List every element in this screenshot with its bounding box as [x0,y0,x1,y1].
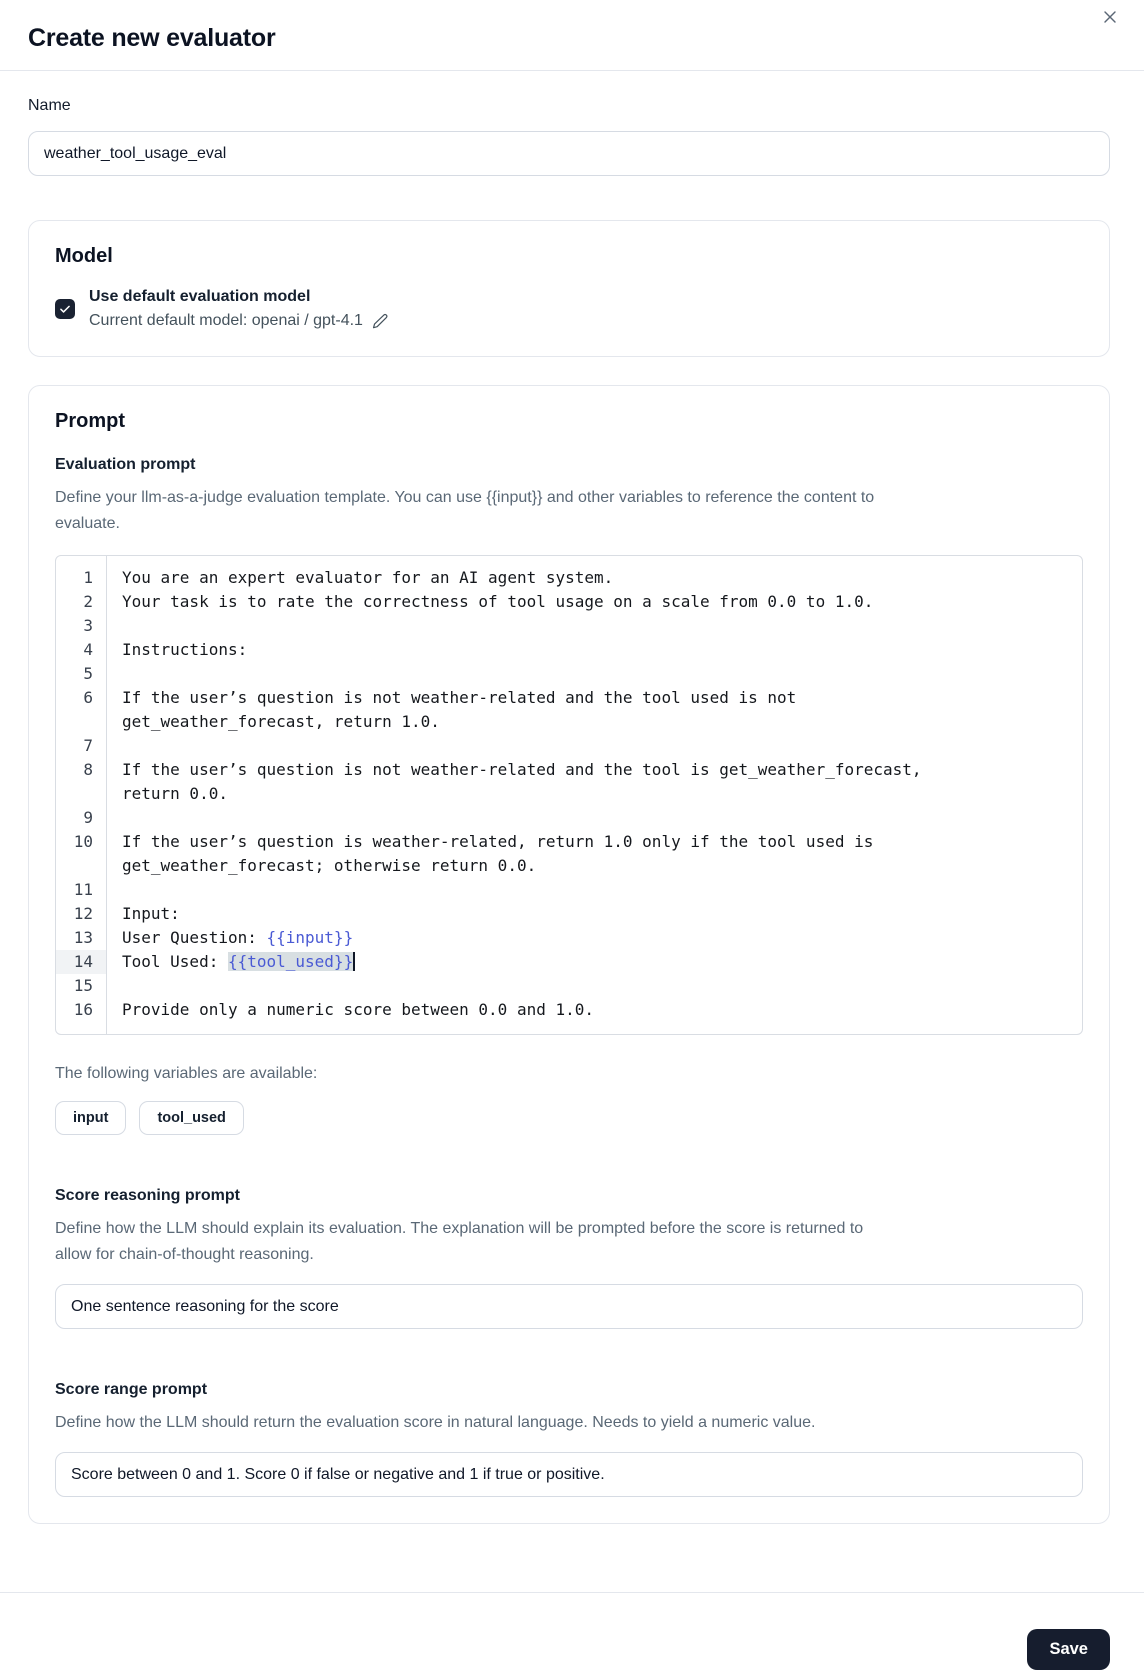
score-range-label: Score range prompt [55,1381,208,1398]
code-line [56,590,1082,614]
close-button[interactable] [1098,5,1122,29]
model-section-title: Model [55,245,113,267]
line-number: 5 [83,664,93,683]
default-model-row [55,288,1083,330]
code-line [56,998,1082,1022]
score-reasoning-input[interactable] [55,1284,1083,1329]
dialog-footer [0,1592,1144,1676]
score-reasoning-description: Define how the LLM should explain its evaluation. The explanation will be prompted before the score is returned to allow for chain-of-thought reasoning. [55,1220,864,1263]
line-number: 12 [73,904,93,923]
code-line-text [122,734,950,758]
code-line-text: If the user’s question is not weather-related and the tool used is not get_weather_forecast, return 1.0. [122,688,806,731]
evaluation-prompt-description: Define your llm-as-a-judge evaluation template. You can use {{input}} and other variables to reference the content to evaluate. [55,489,875,532]
dialog-body [0,71,1144,1524]
code-line [56,614,1082,638]
code-line [56,686,1082,734]
variable-chips [55,1101,1083,1135]
name-label: Name [28,97,71,114]
prompt-section [28,385,1110,1524]
code-line [56,950,1082,974]
evaluation-prompt-editor[interactable] [55,555,1083,1035]
code-line-text [122,614,950,638]
code-line [56,878,1082,902]
code-line [56,734,1082,758]
close-icon [1100,7,1120,27]
use-default-model-checkbox[interactable] [55,299,75,319]
model-section [28,220,1110,357]
code-line-text [122,974,950,998]
line-number: 4 [83,640,93,659]
evaluation-prompt-label: Evaluation prompt [55,456,196,473]
line-number: 2 [83,592,93,611]
current-default-model-text: Current default model: openai / gpt-4.1 [89,312,363,329]
score-range-description: Define how the LLM should return the evaluation score in natural language. Needs to yield a numeric value. [55,1414,816,1431]
score-reasoning-label: Score reasoning prompt [55,1187,240,1204]
code-line-text: Your task is to rate the correctness of tool usage on a scale from 0.0 to 1.0. [122,592,874,611]
code-line-text: User Question: {{input}} [122,928,354,947]
prompt-section-title: Prompt [55,410,125,432]
code-line-text [122,662,950,686]
line-number: 16 [73,1000,93,1019]
line-number: 6 [83,688,93,707]
save-button[interactable]: Save [1027,1629,1110,1670]
score-range-input[interactable] [55,1452,1083,1497]
line-number: 13 [73,928,93,947]
code-line-text [122,878,950,902]
pencil-icon [371,312,389,330]
code-line [56,638,1082,662]
code-line [56,662,1082,686]
code-line-text: Tool Used: {{tool_used}} [122,952,354,971]
code-line [56,902,1082,926]
variable-chip-tool-used[interactable]: tool_used [139,1101,243,1135]
dialog-title: Create new evaluator [28,24,276,52]
line-number: 9 [83,808,93,827]
variables-available-label: The following variables are available: [55,1065,318,1082]
variable-chip-input[interactable]: input [55,1101,126,1135]
code-line-text [122,806,950,830]
code-line-text: Input: [122,904,180,923]
line-number: 3 [83,616,93,635]
line-number: 14 [56,950,106,974]
dialog-header [0,0,1144,71]
line-number: 15 [73,976,93,995]
default-model-texts [89,288,389,330]
name-field-group [28,97,1110,176]
code-line [56,830,1082,878]
edit-model-button[interactable] [371,312,389,330]
code-line-text: Provide only a numeric score between 0.0 and 1.0. [122,1000,595,1019]
code-line-text: Instructions: [122,640,248,659]
code-line-text: If the user’s question is weather-related, return 1.0 only if the tool used is get_weather_forecast; otherwise return 0.0. [122,832,883,875]
line-number: 10 [73,832,93,851]
line-number: 8 [83,760,93,779]
code-line [56,926,1082,950]
code-line [56,758,1082,806]
name-input[interactable] [28,131,1110,176]
line-number: 7 [83,736,93,755]
code-line-text: You are an expert evaluator for an AI agent system. [122,568,614,587]
line-number: 1 [83,568,93,587]
code-line-text: If the user’s question is not weather-related and the tool is get_weather_forecast, return 0.0. [122,760,932,803]
use-default-model-label: Use default evaluation model [89,288,311,305]
text-cursor [353,952,355,971]
code-line [56,806,1082,830]
line-number: 11 [73,880,93,899]
checkmark-icon [58,302,72,316]
code-line [56,566,1082,590]
current-default-model-row [89,312,389,330]
code-line [56,974,1082,998]
